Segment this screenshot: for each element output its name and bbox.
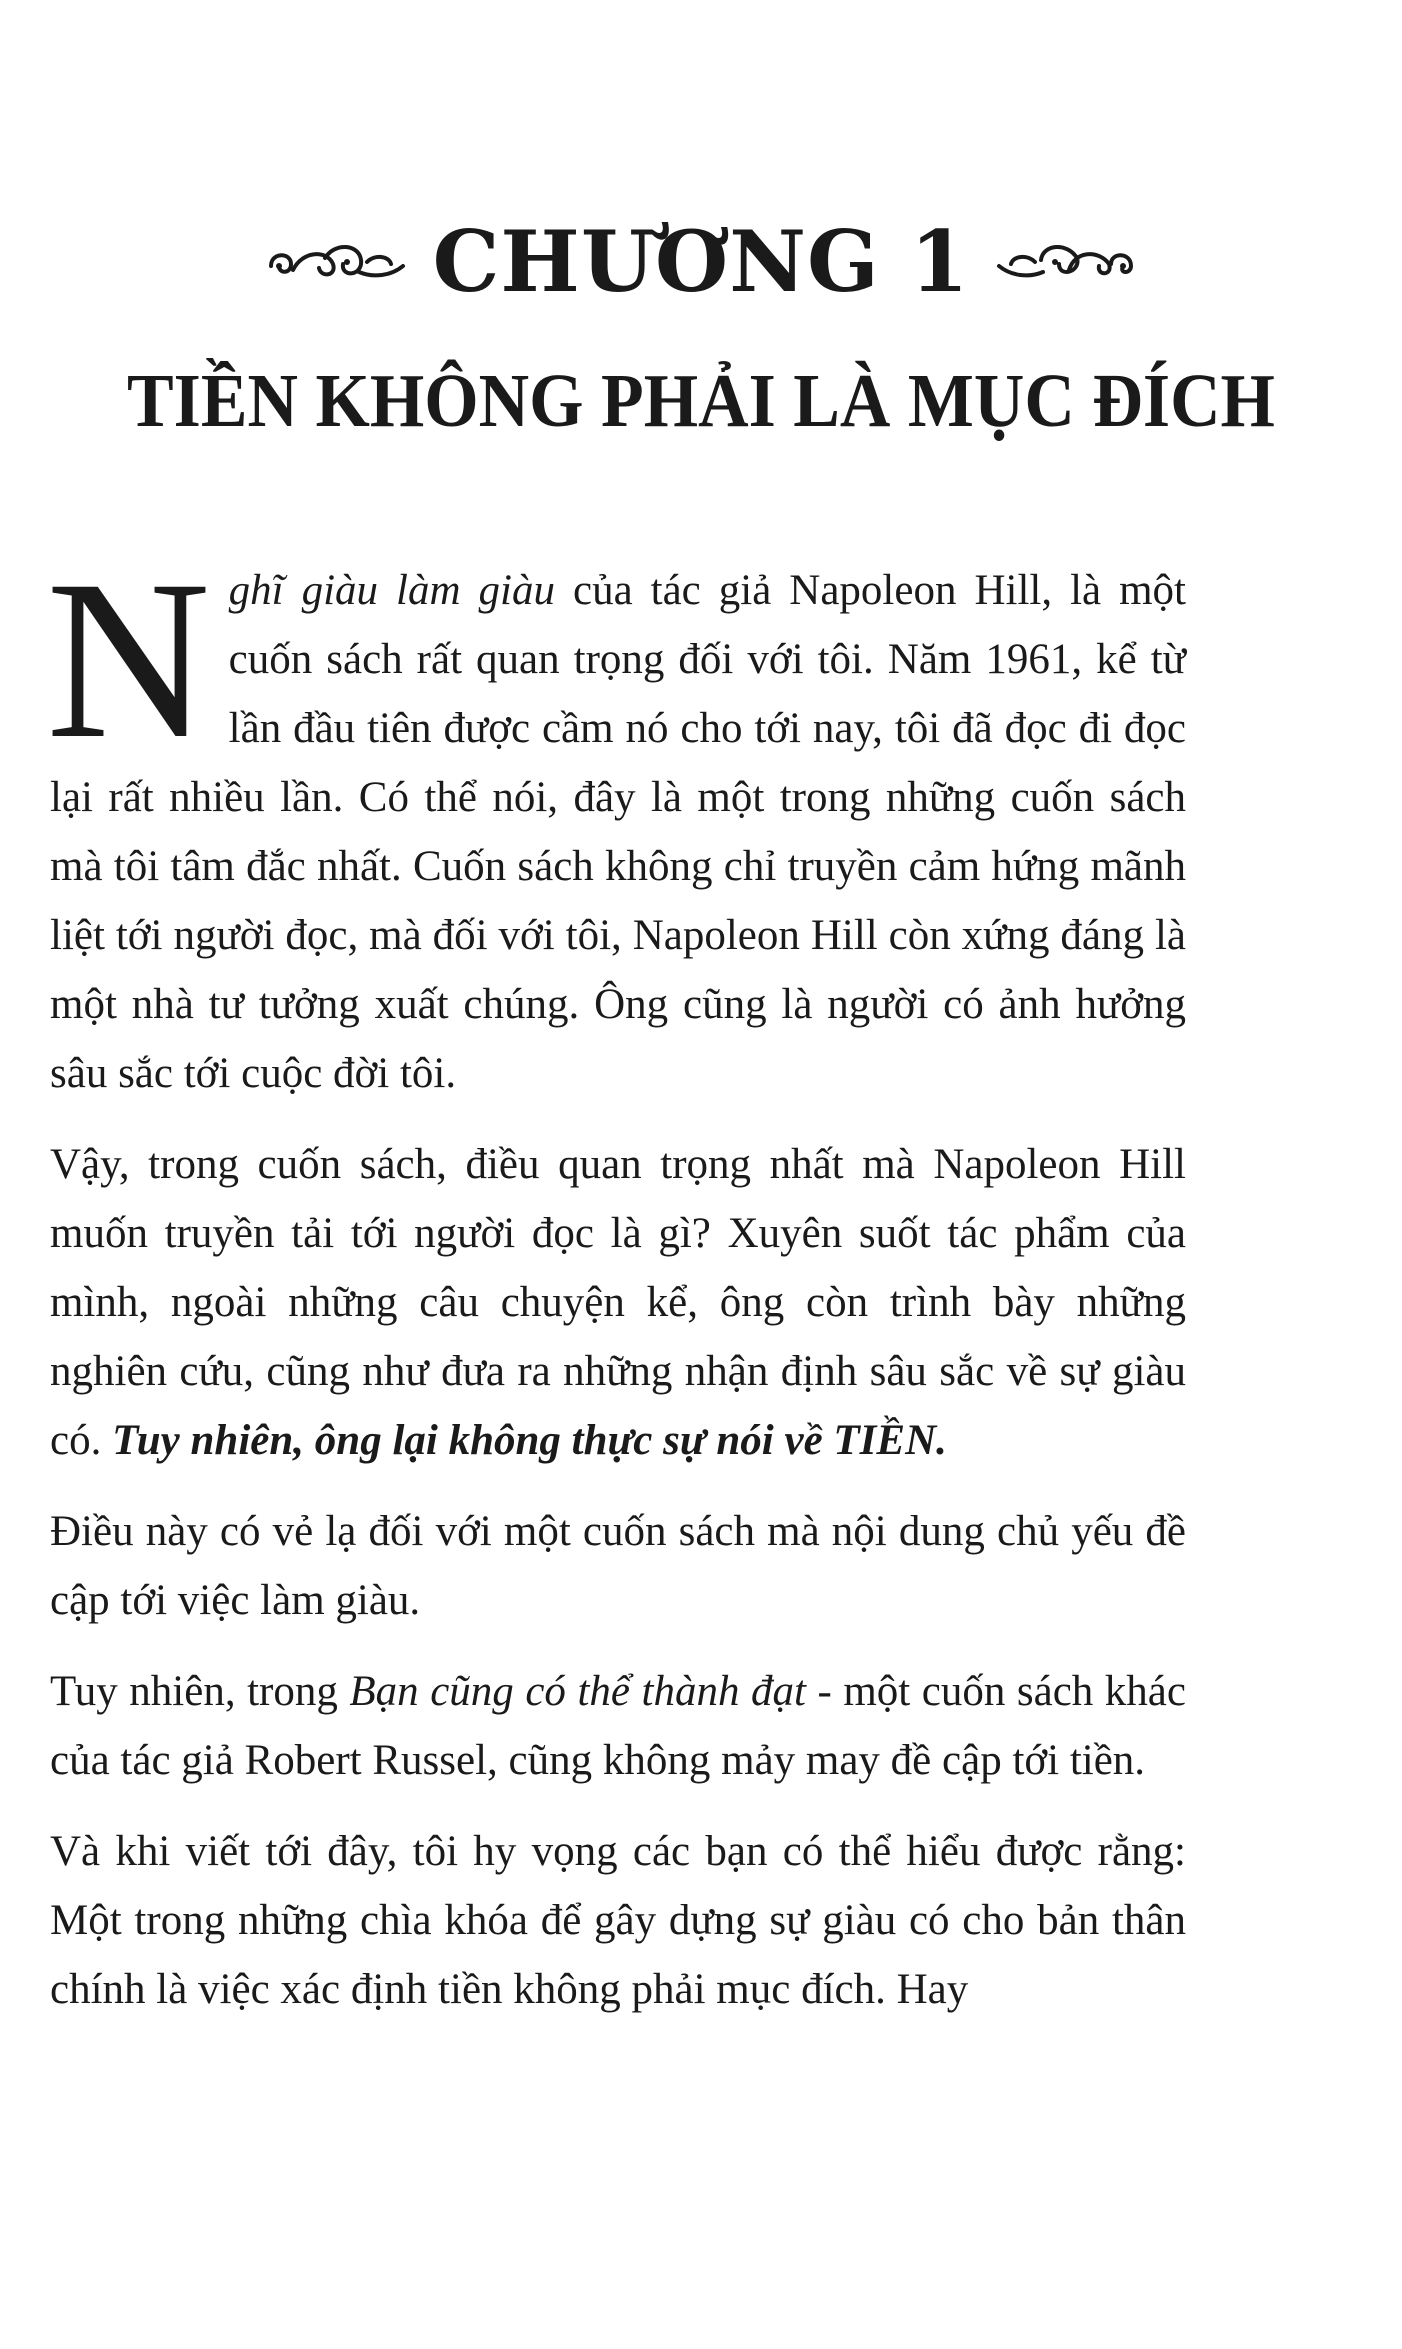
paragraph-4: [50, 1657, 1186, 1795]
paragraph-3: [50, 1497, 1186, 1635]
paragraph-3-text: Điều này có vẻ lạ đối với một cuốn sách mà nội dung chủ yếu đề cập tới việc làm giàu.: [50, 1508, 1186, 1624]
paragraph-5-text: Và khi viết tới đây, tôi hy vọng các bạn có thể hiểu được rằng: Một trong những chìa khóa để gây dựng sự giàu có cho bản thân chính là việc xác định tiền không phải mục đích. Hay: [50, 1828, 1186, 2013]
paragraph-5: [50, 1817, 1186, 2024]
chapter-title: TIỀN KHÔNG PHẢI LÀ MỤC ĐÍCH: [127, 359, 1275, 443]
chapter-heading: [0, 212, 1402, 311]
book-title-italic: ghĩ giàu làm giàu: [228, 567, 555, 614]
paragraph-1-text: của tác giả Napoleon Hill, là một cuốn sách rất quan trọng đối với tôi. Năm 1961, kể từ lần đầu tiên được cầm nó cho tới nay, tôi đã đọc đi đọc lại rất nhiều lần. Có thể nói, đây là một trong những cuốn sách mà tôi tâm đắc nhất. Cuốn sách không chỉ truyền cảm hứng mãnh liệt tới người đọc, mà đối với tôi, Napoleon Hill còn xứng đáng là một nhà tư tưởng xuất chúng. Ông cũng là người có ảnh hưởng sâu sắc tới cuộc đời tôi.: [50, 567, 1187, 1097]
paragraph-4-text-before: Tuy nhiên, trong: [50, 1668, 350, 1715]
paragraph-2-text: Vậy, trong cuốn sách, điều quan trọng nhất mà Napoleon Hill muốn truyền tải tới người đọc là gì? Xuyên suốt tác phẩm của mình, ngoài những câu chuyện kể, ông còn trình bày những nghiên cứu, cũng như đưa ra những nhận định sâu sắc về sự giàu có.: [50, 1141, 1186, 1464]
chapter-label: CHƯƠNG 1: [432, 212, 970, 311]
drop-cap: N: [46, 534, 211, 786]
left-flourish-icon: [263, 232, 413, 292]
paragraph-2: [50, 1130, 1186, 1475]
chapter-body: [46, 534, 1187, 2046]
paragraph-4-text-after: - một cuốn sách khác của tác giả Robert Russel, cũng không mảy may đề cập tới tiền.: [50, 1668, 1186, 1784]
paragraph-4-book-title: Bạn cũng có thể thành đạt: [349, 1668, 806, 1715]
right-flourish-icon: [989, 232, 1139, 292]
paragraph-2-emphasis: Tuy nhiên, ông lại không thực sự nói về TIỀN.: [112, 1417, 947, 1464]
paragraph-1: [46, 534, 1187, 1108]
